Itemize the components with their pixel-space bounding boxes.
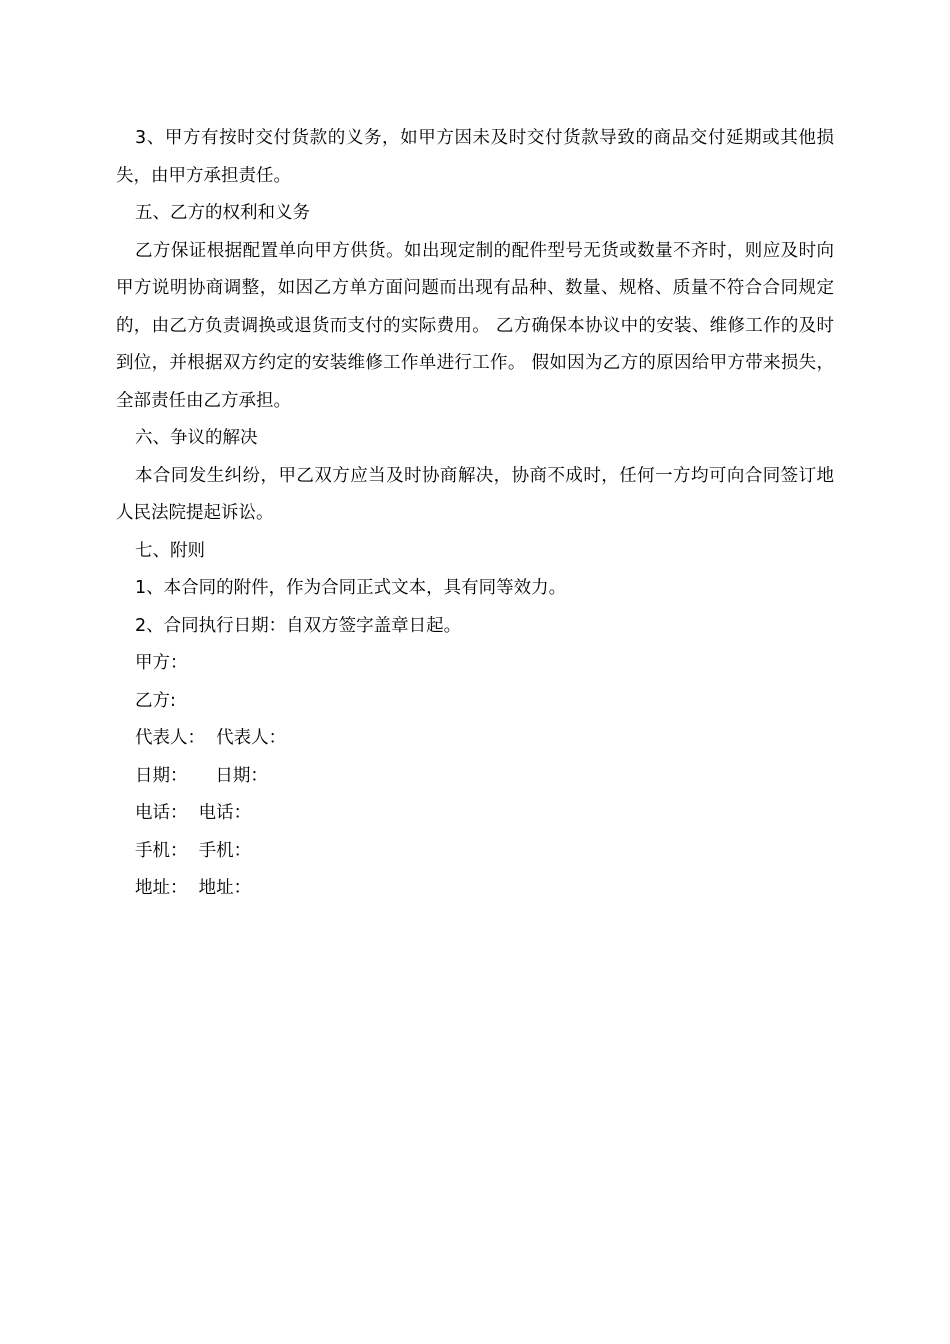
document-body [116,120,834,908]
party-a-field: 甲方： [135,653,188,673]
annex-item-1: 1、本合同的附件，作为合同正式文本，具有同等效力。 [135,578,567,598]
section-6-body: 本合同发生纠纷，甲乙双方应当及时协商解决，协商不成时，任何一方均可向合同签订地人民法院提起诉讼。 [116,465,834,523]
date-field: 日期： 日期： [135,765,268,786]
section-5-body: 乙方保证根据配置单向甲方供货。如出现定制的配件型号无货或数量不齐时，则应及时向甲方说明协商调整，如因乙方单方面问题而出现有品种、数量、规格、质量不符合合同规定的，由乙方负责调换或退货而支付的实际费用。 乙方确保本协议中的安装、维修工作的及时到位，并根据双方约定的安装维修工作单进行工作。 假如因为乙方的原因给甲方带来损失，全部责任由乙方承担。 [116,240,834,411]
representative-field: 代表人： 代表人： [135,728,287,748]
annex-item-2: 2、合同执行日期：自双方签字盖章日起。 [135,615,462,636]
phone-field: 电话： 电话： [135,803,252,823]
party-b-field: 乙方: [135,690,176,711]
section-5-heading: 五、乙方的权利和义务 [135,203,310,223]
clause-3-paragraph: 3、甲方有按时交付货款的义务，如甲方因未及时交付货款导致的商品交付延期或其他损失，由甲方承担责任。 [116,128,834,186]
section-6-heading: 六、争议的解决 [135,428,258,448]
address-field: 地址： 地址： [135,878,252,898]
mobile-field: 手机： 手机： [135,840,252,861]
section-7-heading: 七、附则 [135,540,205,561]
